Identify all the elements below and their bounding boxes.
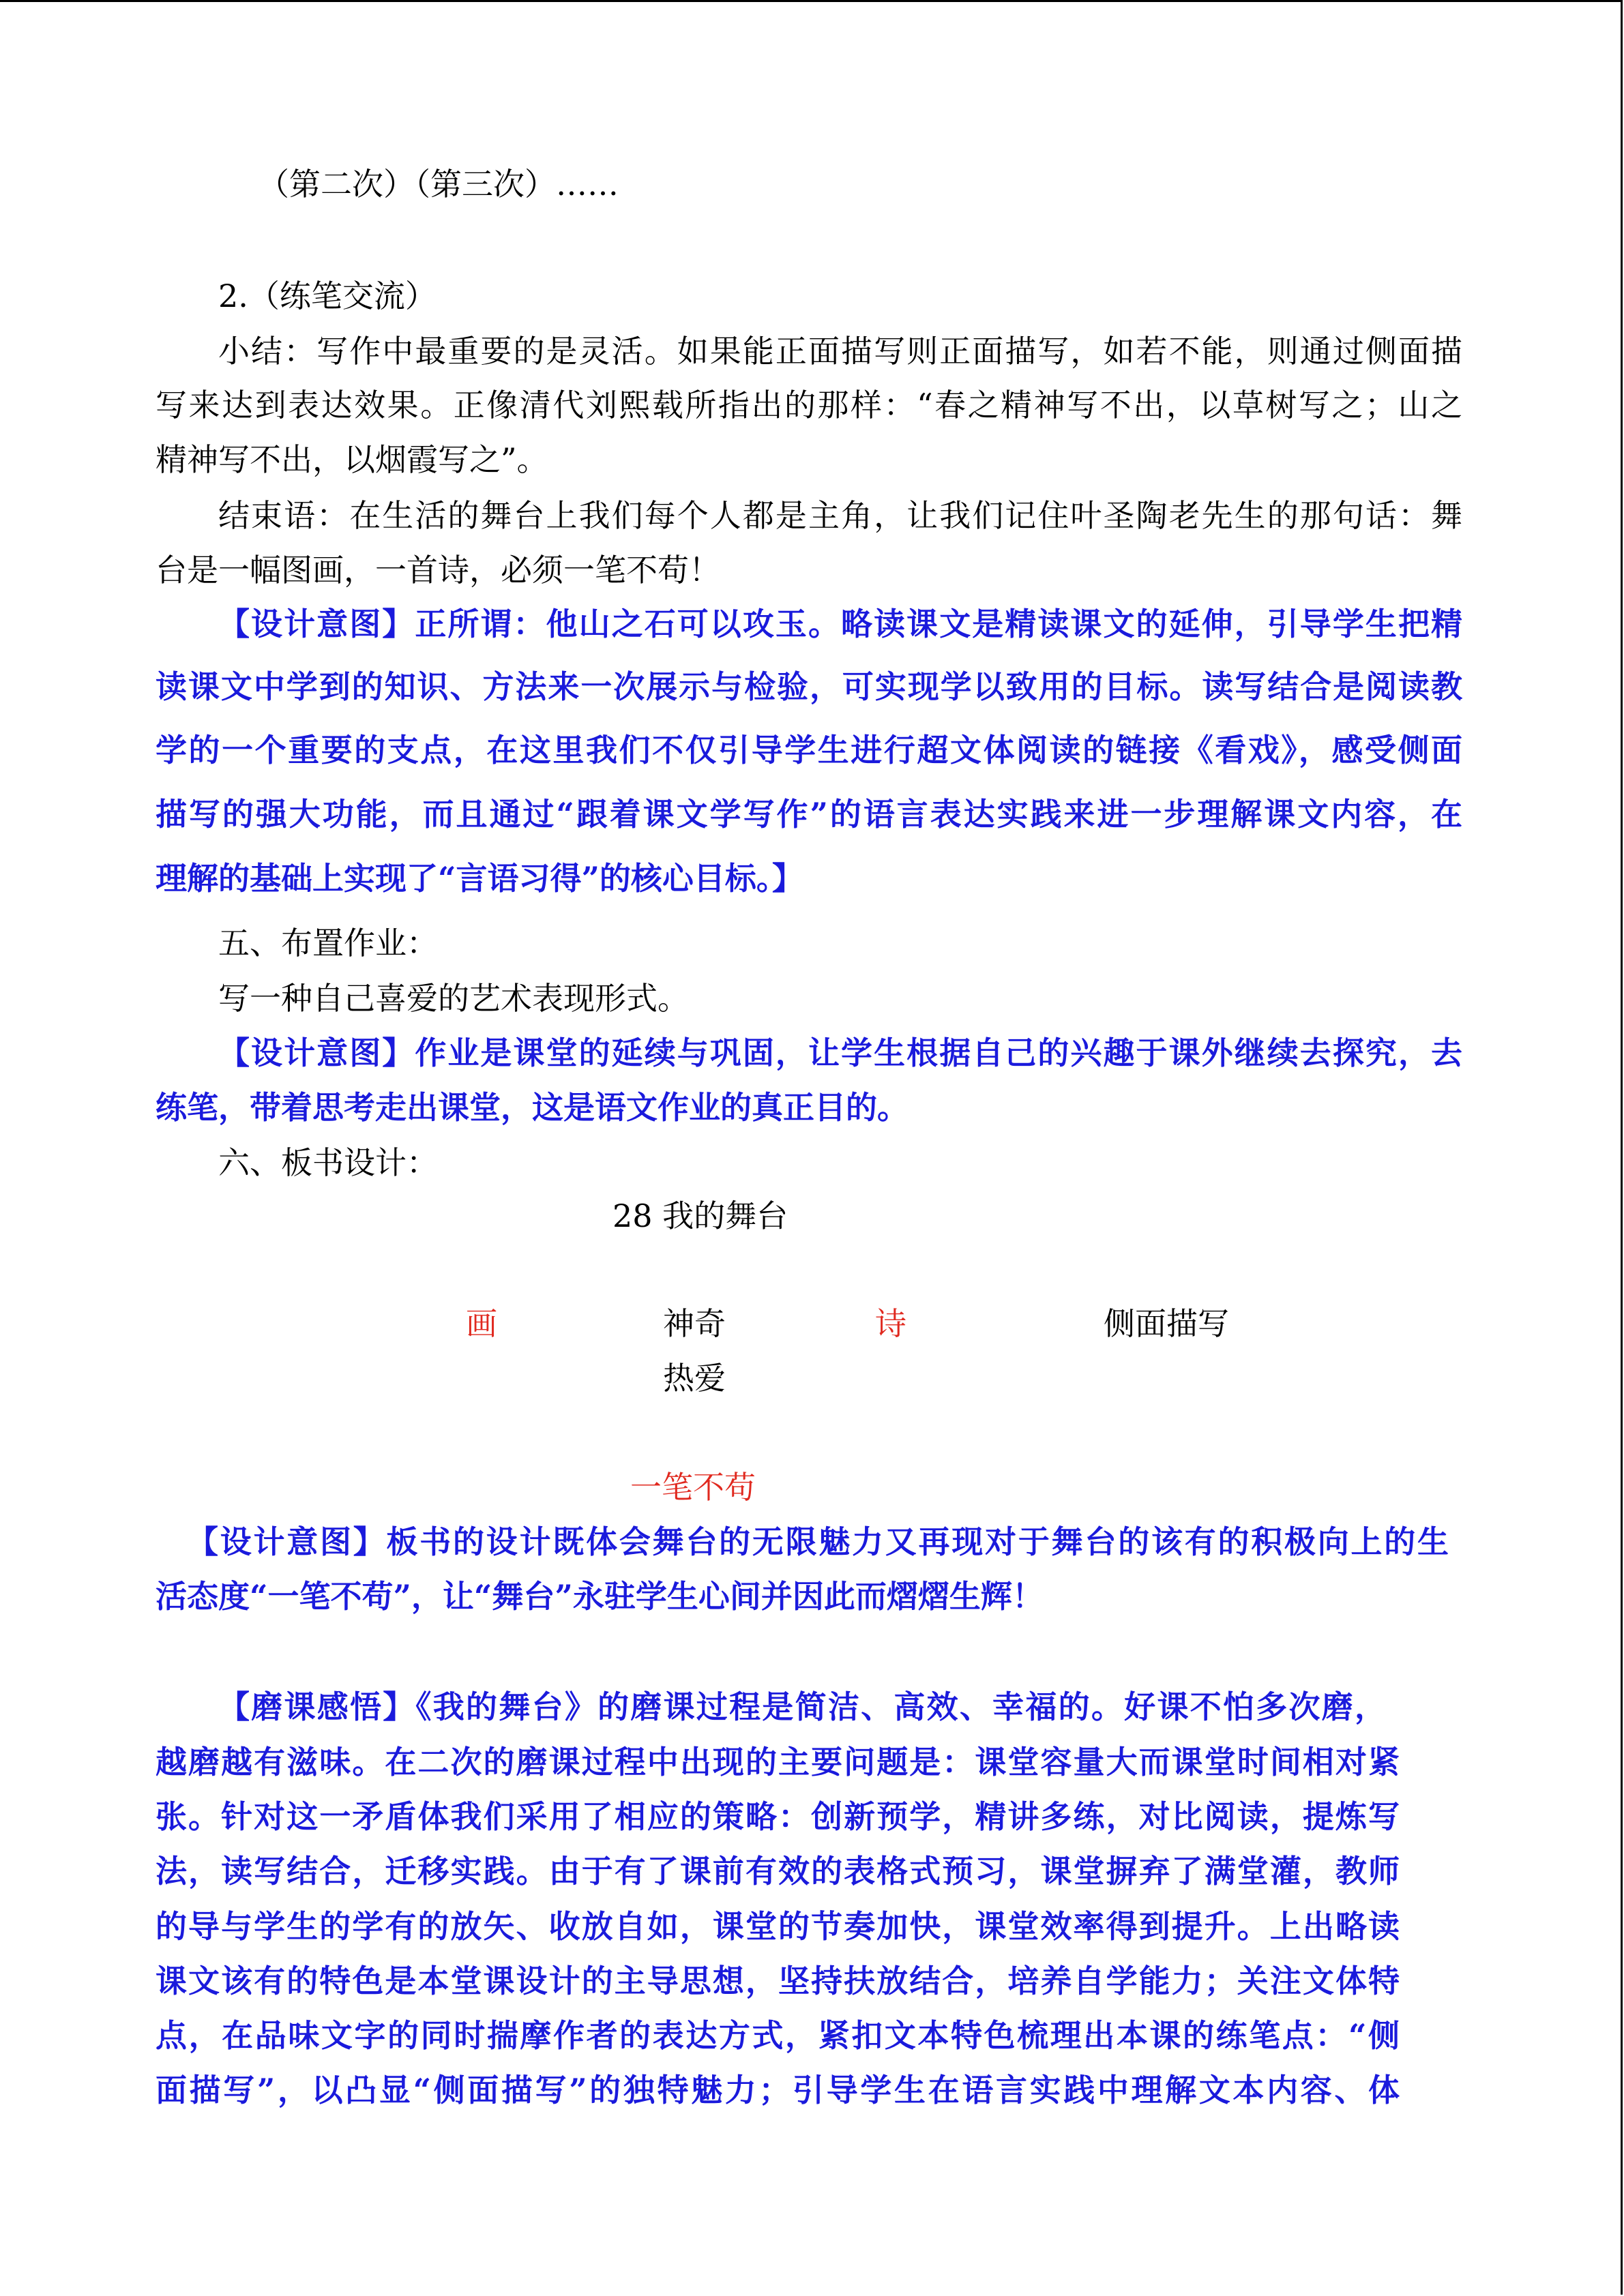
reflection-line: 越磨越有滋味。在二次的磨课过程中出现的主要问题是：课堂容量大而课堂时间相对紧: [156, 1744, 1400, 1780]
design-intent-line: 读课文中学到的知识、方法来一次展示与检验，可实现学以致用的目标。读写结合是阅读教: [156, 668, 1462, 705]
reflection-line: 点，在品味文字的同时揣摩作者的表达方式，紧扣文本特色梳理出本课的练笔点：“侧: [156, 2017, 1400, 2054]
board-word-shi: 诗: [875, 1305, 906, 1342]
design-intent-line: 描写的强大功能，而且通过“跟着课文学写作”的语言表达实践来进一步理解课文内容，在: [156, 796, 1462, 833]
text-line: 小结：写作中最重要的是灵活。如果能正面描写则正面描写，如若不能，则通过侧面描: [218, 333, 1462, 370]
reflection-line: 【磨课感悟】《我的舞台》的磨课过程是简洁、高效、幸福的。好课不怕多次磨，: [218, 1688, 1386, 1725]
design-intent-line: 【设计意图】板书的设计既体会舞台的无限魅力又再现对于舞台的该有的积极向上的生: [187, 1523, 1449, 1560]
design-intent-line: 【设计意图】正所谓：他山之石可以攻玉。略读课文是精读课文的延伸，引导学生把精: [218, 606, 1462, 642]
board-word-shenqi: 神奇: [663, 1305, 726, 1342]
text-line: 台是一幅图画，一首诗，必须一笔不苟！: [156, 552, 720, 588]
section-heading: 2.（练笔交流）: [218, 278, 437, 314]
reflection-line: 法，读写结合，迁移实践。由于有了课前有效的表格式预习，课堂摒弃了满堂灌，教师: [156, 1853, 1400, 1890]
board-word-reai: 热爱: [663, 1360, 726, 1397]
design-intent-line: 【设计意图】作业是课堂的延续与巩固，让学生根据自己的兴趣于课外继续去探究，去: [218, 1034, 1462, 1071]
reflection-line: 面描写”，以凸显“侧面描写”的独特魅力；引导学生在语言实践中理解文本内容、体: [156, 2072, 1400, 2108]
text-line: 写来达到表达效果。正像清代刘熙载所指出的那样：“春之精神写不出，以草树写之；山之: [156, 387, 1462, 423]
design-intent-line: 理解的基础上实现了“言语习得”的核心目标。】: [156, 860, 803, 897]
reflection-line: 课文该有的特色是本堂课设计的主导思想，坚持扶放结合，培养自学能力；关注文体特: [156, 1963, 1400, 1999]
design-intent-line: 学的一个重要的支点，在这里我们不仅引导学生进行超文体阅读的链接《看戏》，感受侧面: [156, 732, 1462, 769]
reflection-line: 张。针对这一矛盾体我们采用了相应的策略：创新预学，精讲多练，对比阅读，提炼写: [156, 1798, 1400, 1835]
section-heading: 五、布置作业：: [218, 925, 438, 961]
design-intent-line: 练笔，带着思考走出课堂，这是语文作业的真正目的。: [156, 1089, 909, 1126]
section-heading: 六、板书设计：: [218, 1144, 438, 1181]
text-line: （第二次）（第三次）……: [258, 166, 619, 203]
design-intent-line: 活态度“一笔不苟”，让“舞台”永驻学生心间并因此而熠熠生辉！: [156, 1578, 1044, 1615]
board-title: 28 我的舞台: [612, 1197, 788, 1234]
text-line: 精神写不出，以烟霞写之”。: [156, 441, 548, 478]
board-word-cemian: 侧面描写: [1104, 1305, 1229, 1342]
reflection-line: 的导与学生的学有的放矢、收放自如，课堂的节奏加快，课堂效率得到提升。上出略读: [156, 1908, 1400, 1945]
board-word-hua: 画: [466, 1305, 497, 1342]
text-line: 写一种自己喜爱的艺术表现形式。: [218, 980, 689, 1017]
board-word-yibi: 一笔不苟: [630, 1469, 756, 1506]
text-line: 结束语：在生活的舞台上我们每个人都是主角，让我们记住叶圣陶老先生的那句话：舞: [218, 497, 1462, 534]
